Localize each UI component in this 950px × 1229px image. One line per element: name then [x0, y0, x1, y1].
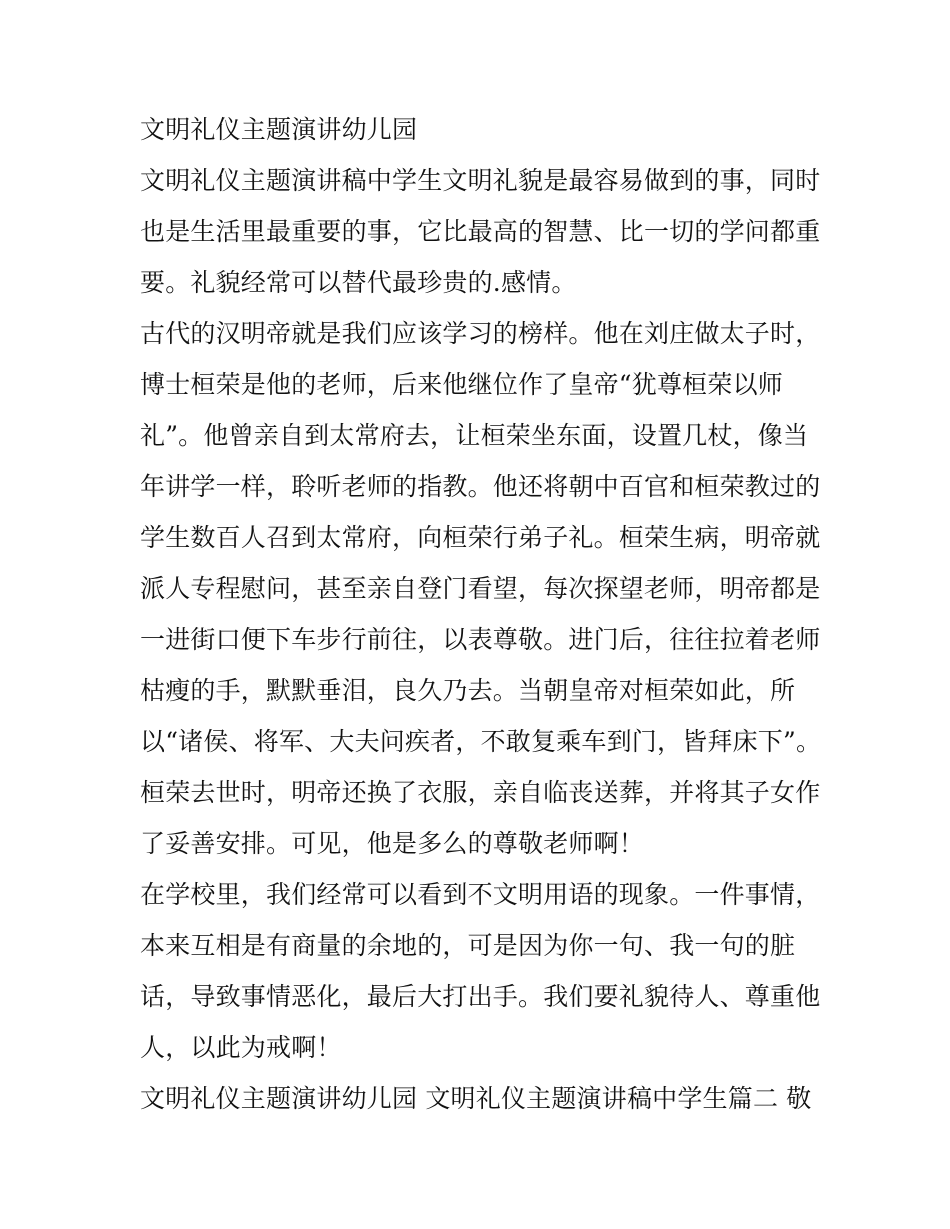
- text-line: 话，导致事情恶化，最后大打出手。我们要礼貌待人、尊重他: [140, 982, 821, 1011]
- text-line: 文明礼仪主题演讲幼儿园 文明礼仪主题演讲稿中学生篇二 敬: [140, 1084, 812, 1113]
- text-line: 本来互相是有商量的余地的，可是因为你一句、我一句的脏: [140, 931, 796, 960]
- text-line: 学生数百人召到太常府，向桓荣行弟子礼。桓荣生病，明帝就: [140, 523, 821, 552]
- document-body: [140, 104, 820, 1124]
- text-line: 在学校里，我们经常可以看到不文明用语的现象。一件事情，: [140, 880, 821, 909]
- text-line: 也是生活里最重要的事，它比最高的智慧、比一切的学问都重: [140, 217, 821, 246]
- text-line: 文明礼仪主题演讲稿中学生文明礼貌是最容易做到的事，同时: [140, 166, 821, 195]
- text-line: 枯瘦的手，默默垂泪，良久乃去。当朝皇帝对桓荣如此，所: [140, 676, 796, 705]
- text-line: 派人专程慰问，甚至亲自登门看望，每次探望老师，明帝都是: [140, 574, 821, 603]
- text-line: 博士桓荣是他的老师，后来他继位作了皇帝“犹尊桓荣以师: [140, 370, 783, 399]
- text-line: 古代的汉明帝就是我们应该学习的榜样。他在刘庄做太子时，: [140, 319, 821, 348]
- text-line: 年讲学一样，聆听老师的指教。他还将朝中百官和桓荣教过的: [140, 472, 821, 501]
- text-line: 一进街口便下车步行前往，以表尊敬。进门后，往往拉着老师: [140, 625, 821, 654]
- text-line: 了妥善安排。可见，他是多么的尊敬老师啊！: [140, 829, 645, 858]
- text-line: 以“诸侯、将军、大夫问疾者，不敢复乘车到门，皆拜床下”。: [140, 727, 822, 756]
- text-line: 桓荣去世时，明帝还换了衣服，亲自临丧送葬，并将其子女作: [140, 778, 821, 807]
- text-line: 要。礼貌经常可以替代最珍贵的.感情。: [140, 268, 577, 297]
- text-line: 礼”。他曾亲自到太常府去，让桓荣坐东面，设置几杖，像当: [140, 421, 809, 450]
- text-line: 人，以此为戒啊！: [140, 1033, 342, 1062]
- document-title: 文明礼仪主题演讲幼儿园: [140, 115, 418, 144]
